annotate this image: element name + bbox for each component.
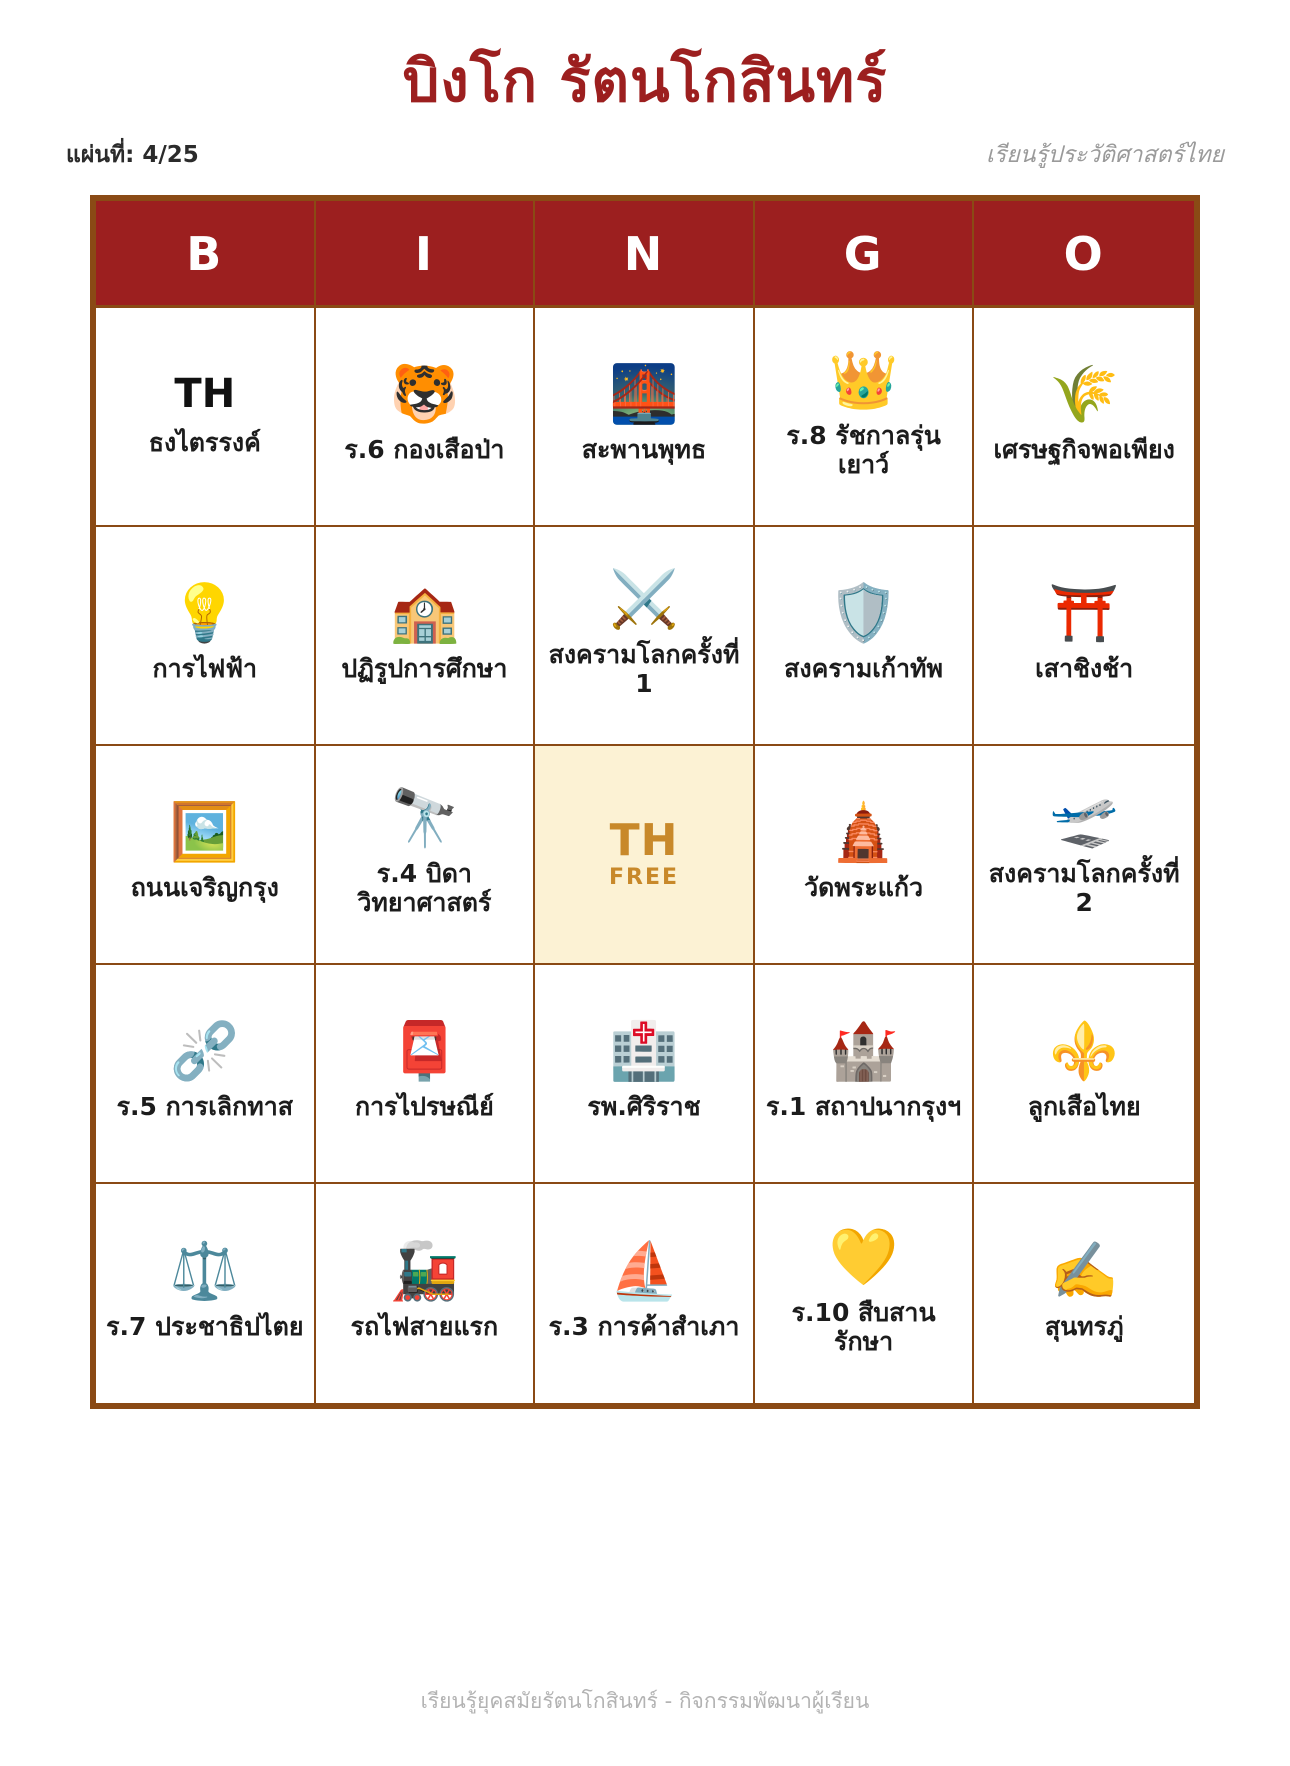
shinto-shrine-icon: ⛩️ [1049,581,1120,647]
bingo-cell-label: ร.3 การค้าสำเภา [548,1312,740,1342]
bingo-cell-label: ร.10 สืบสานรักษา [791,1297,936,1357]
light-bulb-icon: 💡 [169,581,240,647]
sailboat-icon: ⛵ [609,1239,679,1305]
bingo-cell[interactable] [755,308,975,527]
bingo-cell-label: ร.7 ประชาธิปไตย [106,1312,304,1342]
bingo-cell-label: ร.1 สถาปนากรุงฯ [765,1092,962,1122]
bingo-cell[interactable] [96,527,316,746]
bridge-at-night-icon: 🌉 [609,362,679,428]
bingo-cell-label: ถนนเจริญกรุง [130,873,279,903]
bingo-cell[interactable] [974,527,1194,746]
bingo-page [0,48,1290,1766]
bingo-cell-label: สุนทรภู่ [1044,1312,1124,1342]
bingo-cell-label: สงครามโลกครั้งที่ 1 [548,639,740,699]
bingo-cell[interactable] [974,746,1194,965]
bingo-cell[interactable] [755,965,975,1184]
postbox-icon: 📮 [389,1019,460,1085]
bingo-cell-label: ร.5 การเลิกทาส [116,1092,293,1122]
bingo-cell-label: รพ.ศิริราช [587,1092,701,1122]
column-header-b: B [96,201,316,305]
framed-picture-icon: 🖼️ [169,800,240,866]
school-icon: 🏫 [389,581,460,647]
telescope-icon: 🔭 [389,785,460,851]
bingo-cell[interactable] [535,1184,755,1403]
bingo-cell[interactable] [316,746,536,965]
bingo-cell[interactable] [316,527,536,746]
temple-icon: 🛕 [828,800,899,866]
bingo-cell[interactable] [316,1184,536,1403]
bingo-cell[interactable] [316,965,536,1184]
bingo-cell-label: สะพานพุทธ [581,435,707,465]
bingo-cell-label: การไปรษณีย์ [354,1092,494,1122]
locomotive-icon: 🚂 [389,1239,460,1305]
sheaf-of-rice-icon: 🌾 [1049,362,1120,428]
bingo-cell-label: ร.6 กองเสือป่า [344,435,505,465]
bingo-cell[interactable] [316,308,536,527]
bingo-cell[interactable] [755,527,975,746]
bingo-cell[interactable] [755,1184,975,1403]
bingo-cell[interactable] [96,965,316,1184]
bingo-cell-free[interactable] [535,746,755,965]
bingo-grid [96,305,1194,1403]
tagline: เรียนรู้ประวัติศาสตร์ไทย [986,141,1224,168]
bingo-cell-label: การไฟฟ้า [152,654,258,684]
crown-icon: 👑 [828,347,899,413]
bingo-cell-label: ร.8 รัชกาลรุ่นเยาว์ [786,420,941,480]
sheet-subheader [38,137,1252,173]
bingo-cell-label: สงครามเก้าทัพ [784,654,943,684]
bingo-cell-label: ปฏิรูปการศึกษา [341,654,508,684]
flag-th-text-icon: TH [174,371,236,418]
fleur-de-lis-icon: ⚜️ [1049,1019,1120,1085]
sheet-number: แผ่นที่: 4/25 [66,141,199,168]
tiger-face-icon: 🐯 [389,362,460,428]
column-header-o: O [1063,226,1105,281]
yellow-heart-icon: 💛 [828,1224,899,1290]
hospital-icon: 🏥 [609,1019,679,1085]
bingo-cell[interactable] [96,308,316,527]
bingo-header-row [96,201,1194,305]
bingo-cell-label: ร.4 บิดาวิทยาศาสตร์ [357,858,492,918]
bingo-cell-label: วัดพระแก้ว [804,873,924,903]
page-footer: เรียนรู้ยุคสมัยรัตนโกสินทร์ - กิจกรรมพัฒนาผู้เรียน [420,1689,870,1713]
bingo-cell[interactable] [535,527,755,746]
bingo-cell-label: ธงไตรรงค์ [148,428,261,458]
page-title: บิงโก รัตนโกสินทร์ [402,47,888,115]
crossed-swords-icon: ⚔️ [609,566,679,632]
bingo-cell-label: ลูกเสือไทย [1027,1092,1141,1122]
broken-chain-icon: ⛓️‍💥 [169,1019,240,1085]
free-space-th-icon: TH [609,814,679,866]
writing-hand-icon: ✍️ [1049,1239,1120,1305]
bingo-cell-label: สงครามโลกครั้งที่ 2 [988,858,1180,918]
column-header-g: G [755,201,975,305]
column-header-i: I [316,201,536,305]
bingo-cell[interactable] [535,308,755,527]
shield-icon: 🛡️ [828,581,899,647]
airplane-departure-icon: 🛫 [1049,785,1120,851]
castle-icon: 🏰 [828,1019,899,1085]
bingo-cell-label: เศรษฐกิจพอเพียง [993,435,1175,465]
bingo-cell[interactable] [974,965,1194,1184]
bingo-cell-label: รถไฟสายแรก [350,1312,499,1342]
bingo-cell-label: เสาชิงช้า [1035,654,1134,684]
bingo-cell[interactable] [96,1184,316,1403]
bingo-cell[interactable] [535,965,755,1184]
bingo-cell[interactable] [974,1184,1194,1403]
balance-scale-icon: ⚖️ [169,1239,240,1305]
bingo-cell[interactable] [755,746,975,965]
bingo-cell[interactable] [974,308,1194,527]
free-space-label: FREE [608,864,679,890]
bingo-card [90,195,1200,1409]
bingo-cell[interactable] [96,746,316,965]
column-header-n: N [535,201,755,305]
